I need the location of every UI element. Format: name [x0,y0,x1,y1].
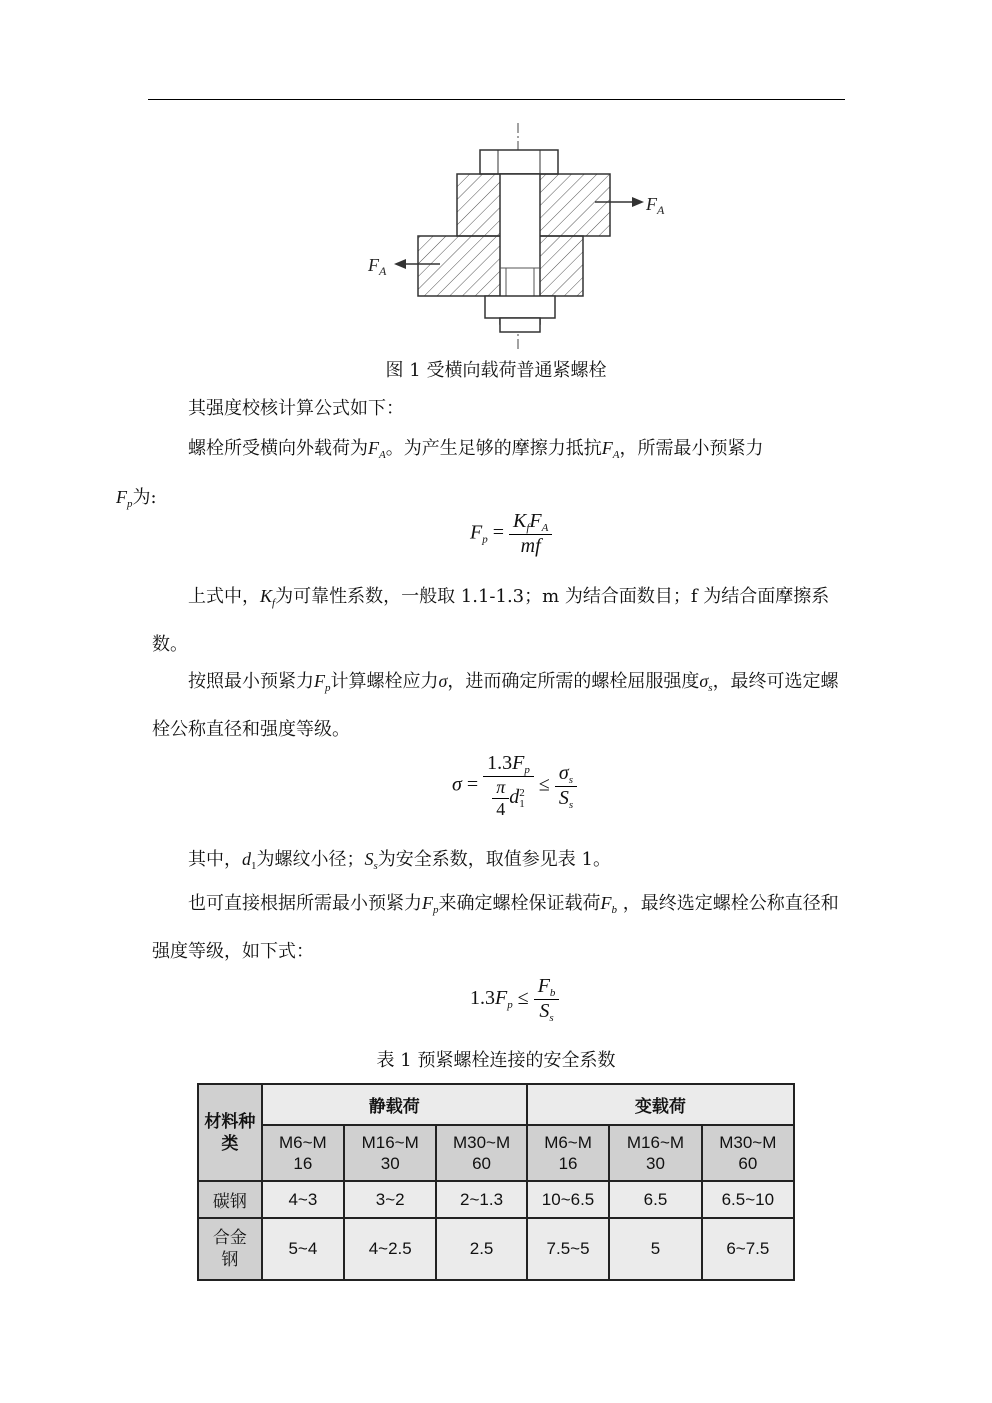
table-size-header: M16~M 30 [344,1125,436,1181]
table-group-static: 静载荷 [262,1084,527,1125]
table-size-header: M30~M 60 [702,1125,794,1181]
table-caption: 表 1 预紧螺栓连接的安全系数 [376,1050,616,1071]
force-label-left: $F_A$ [368,255,387,278]
paragraph-stress: 按照最小预紧力$F_p$计算螺栓应力σ，进而确定所需的螺栓屈服强度$\sigma_s$，最终可选定螺栓公称直径和强度等级。 [152,671,839,740]
paragraph-coefficients: 上式中，$K_f$为可靠性系数，一般取 1.1-1.3；m 为结合面数目；f 为结合面摩擦系数。 [152,586,830,655]
bolt-joint-figure [360,118,680,353]
table-size-header: M6~M 16 [527,1125,610,1181]
table-row [198,1181,794,1218]
force-label-right: $F_A$ [646,194,665,217]
table-cell: 10~6.5 [527,1181,610,1218]
table-size-header: M16~M 30 [609,1125,701,1181]
table-size-header: M30~M 60 [436,1125,526,1181]
table-cell: 3~2 [344,1181,436,1218]
paragraph-where: 其中，$d_1$为螺纹小径；$S_s$为安全系数，取值参见表 1。 [188,849,611,872]
table-cell: 2.5 [436,1218,526,1280]
safety-factor-table [197,1083,795,1281]
table-corner-header: 材料种类 [198,1084,262,1181]
header-rule [148,99,845,100]
table-cell: 2~1.3 [436,1181,526,1218]
table-material-cell: 碳钢 [198,1181,262,1218]
table-group-variable: 变载荷 [527,1084,794,1125]
table-material-cell: 合金 钢 [198,1218,262,1280]
table-cell: 4~2.5 [344,1218,436,1280]
table-size-header: M6~M 16 [262,1125,344,1181]
paragraph-load: 螺栓所受横向外载荷为$F_A$。为产生足够的摩擦力抵抗$F_A$，所需最小预紧力 $F_p$为: [116,438,764,510]
table-cell: 5~4 [262,1218,344,1280]
table-cell: 4~3 [262,1181,344,1218]
formula-stress: σ = $1.3F_p$ $\frac{\pi}{4}$ d 2 1 ≤ $\frac{\sigma_s}{S_s}$ [452,752,577,820]
paragraph-proof-load: 也可直接根据所需最小预紧力$F_p$来确定螺栓保证载荷$F_b$ ，最终选定螺栓公称直径和强度等级，如下式： [152,893,839,962]
figure-caption: 图 1 受横向载荷普通紧螺栓 [385,360,607,381]
table-cell: 6~7.5 [702,1218,794,1280]
table-cell: 6.5~10 [702,1181,794,1218]
paragraph-intro: 其强度校核计算公式如下： [188,398,404,419]
table-row [198,1218,794,1280]
table-cell: 7.5~5 [527,1218,610,1280]
formula-proof-load: $1.3F_p$ ≤ $\frac{F_b}{S_s}$ [470,975,559,1024]
formula-preload: $F_p$ = $\frac{K_fF_A}{mf}$ [470,510,552,558]
table-cell: 6.5 [609,1181,701,1218]
table-cell: 5 [609,1218,701,1280]
